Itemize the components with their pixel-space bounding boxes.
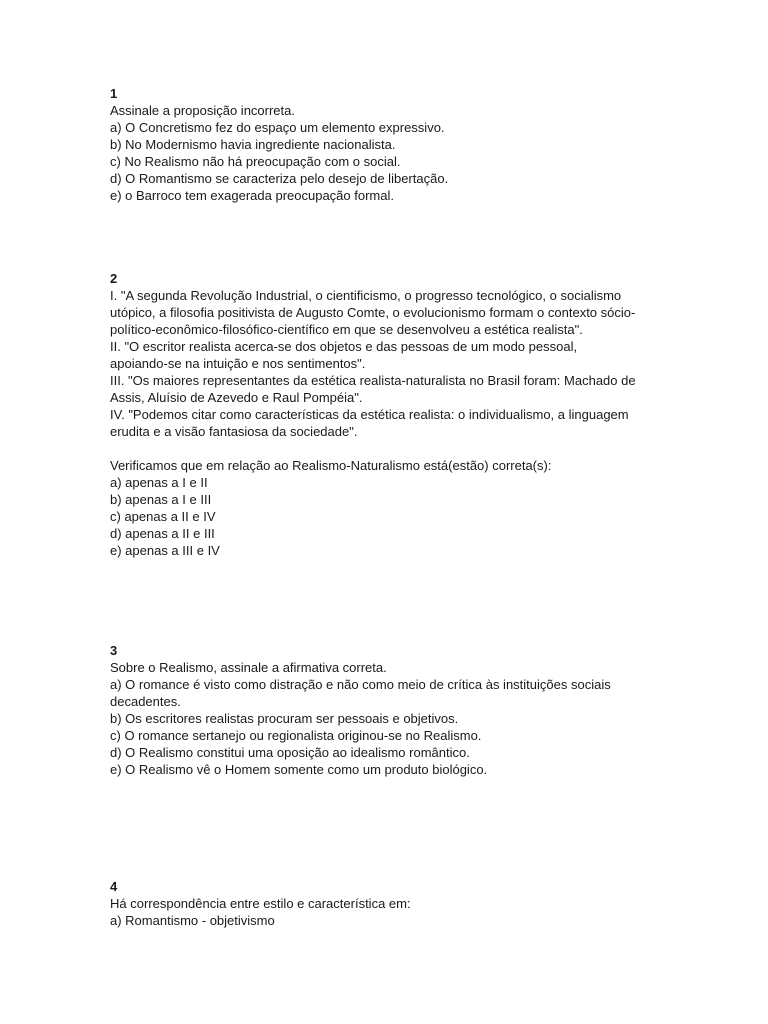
question-number: 2 (110, 271, 118, 286)
option-c: c) No Realismo não há preocupação com o social. (110, 154, 401, 169)
option-a-continued: decadentes. (110, 694, 181, 709)
option-b: b) Os escritores realistas procuram ser pessoais e objetivos. (110, 711, 459, 726)
statement-line: I. "A segunda Revolução Industrial, o cientificismo, o progresso tecnológico, o socialismo (110, 288, 622, 303)
option-d: d) O Realismo constitui uma oposição ao idealismo romântico. (110, 745, 470, 760)
question-number: 1 (110, 86, 118, 101)
blank-line (110, 440, 670, 457)
statement-line: II. "O escritor realista acerca-se dos objetos e das pessoas de um modo pessoal, (110, 339, 578, 354)
statement-line: apoiando-se na intuição e nos sentimentos". (110, 356, 366, 371)
statement-line: político-econômico-filosófico-científico em que se desenvolveu a estética realista". (110, 322, 583, 337)
question-1 (110, 85, 670, 204)
question-prompt: Assinale a proposição incorreta. (110, 103, 295, 118)
statement-line: Assis, Aluísio de Azevedo e Raul Pompéia". (110, 390, 363, 405)
option-d: d) O Romantismo se caracteriza pelo desejo de libertação. (110, 171, 449, 186)
option-a: a) apenas a I e II (110, 475, 208, 490)
question-prompt: Verificamos que em relação ao Realismo-Naturalismo está(estão) correta(s): (110, 458, 552, 473)
option-e: e) apenas a III e IV (110, 543, 220, 558)
question-2 (110, 270, 670, 559)
statement-line: III. "Os maiores representantes da estética realista-naturalista no Brasil foram: Machado de (110, 373, 636, 388)
question-prompt: Sobre o Realismo, assinale a afirmativa correta. (110, 660, 387, 675)
question-3 (110, 642, 670, 778)
statement-line: erudita e a visão fantasiosa da sociedade". (110, 424, 358, 439)
option-e: e) o Barroco tem exagerada preocupação formal. (110, 188, 394, 203)
option-a: a) O romance é visto como distração e não como meio de crítica às instituições sociais (110, 677, 611, 692)
statement-line: utópico, a filosofia positivista de Augusto Comte, o evolucionismo formam o contexto sócio- (110, 305, 636, 320)
question-4 (110, 878, 670, 929)
option-d: d) apenas a II e III (110, 526, 215, 541)
option-a: a) O Concretismo fez do espaço um elemento expressivo. (110, 120, 445, 135)
option-e: e) O Realismo vê o Homem somente como um produto biológico. (110, 762, 488, 777)
question-number: 3 (110, 643, 118, 658)
option-b: b) apenas a I e III (110, 492, 212, 507)
question-number: 4 (110, 879, 118, 894)
question-prompt: Há correspondência entre estilo e característica em: (110, 896, 411, 911)
option-c: c) apenas a II e IV (110, 509, 216, 524)
option-b: b) No Modernismo havia ingrediente nacionalista. (110, 137, 396, 152)
option-a: a) Romantismo - objetivismo (110, 913, 275, 928)
option-c: c) O romance sertanejo ou regionalista originou-se no Realismo. (110, 728, 482, 743)
statement-line: IV. "Podemos citar como características da estética realista: o individualismo, a linguagem (110, 407, 629, 422)
